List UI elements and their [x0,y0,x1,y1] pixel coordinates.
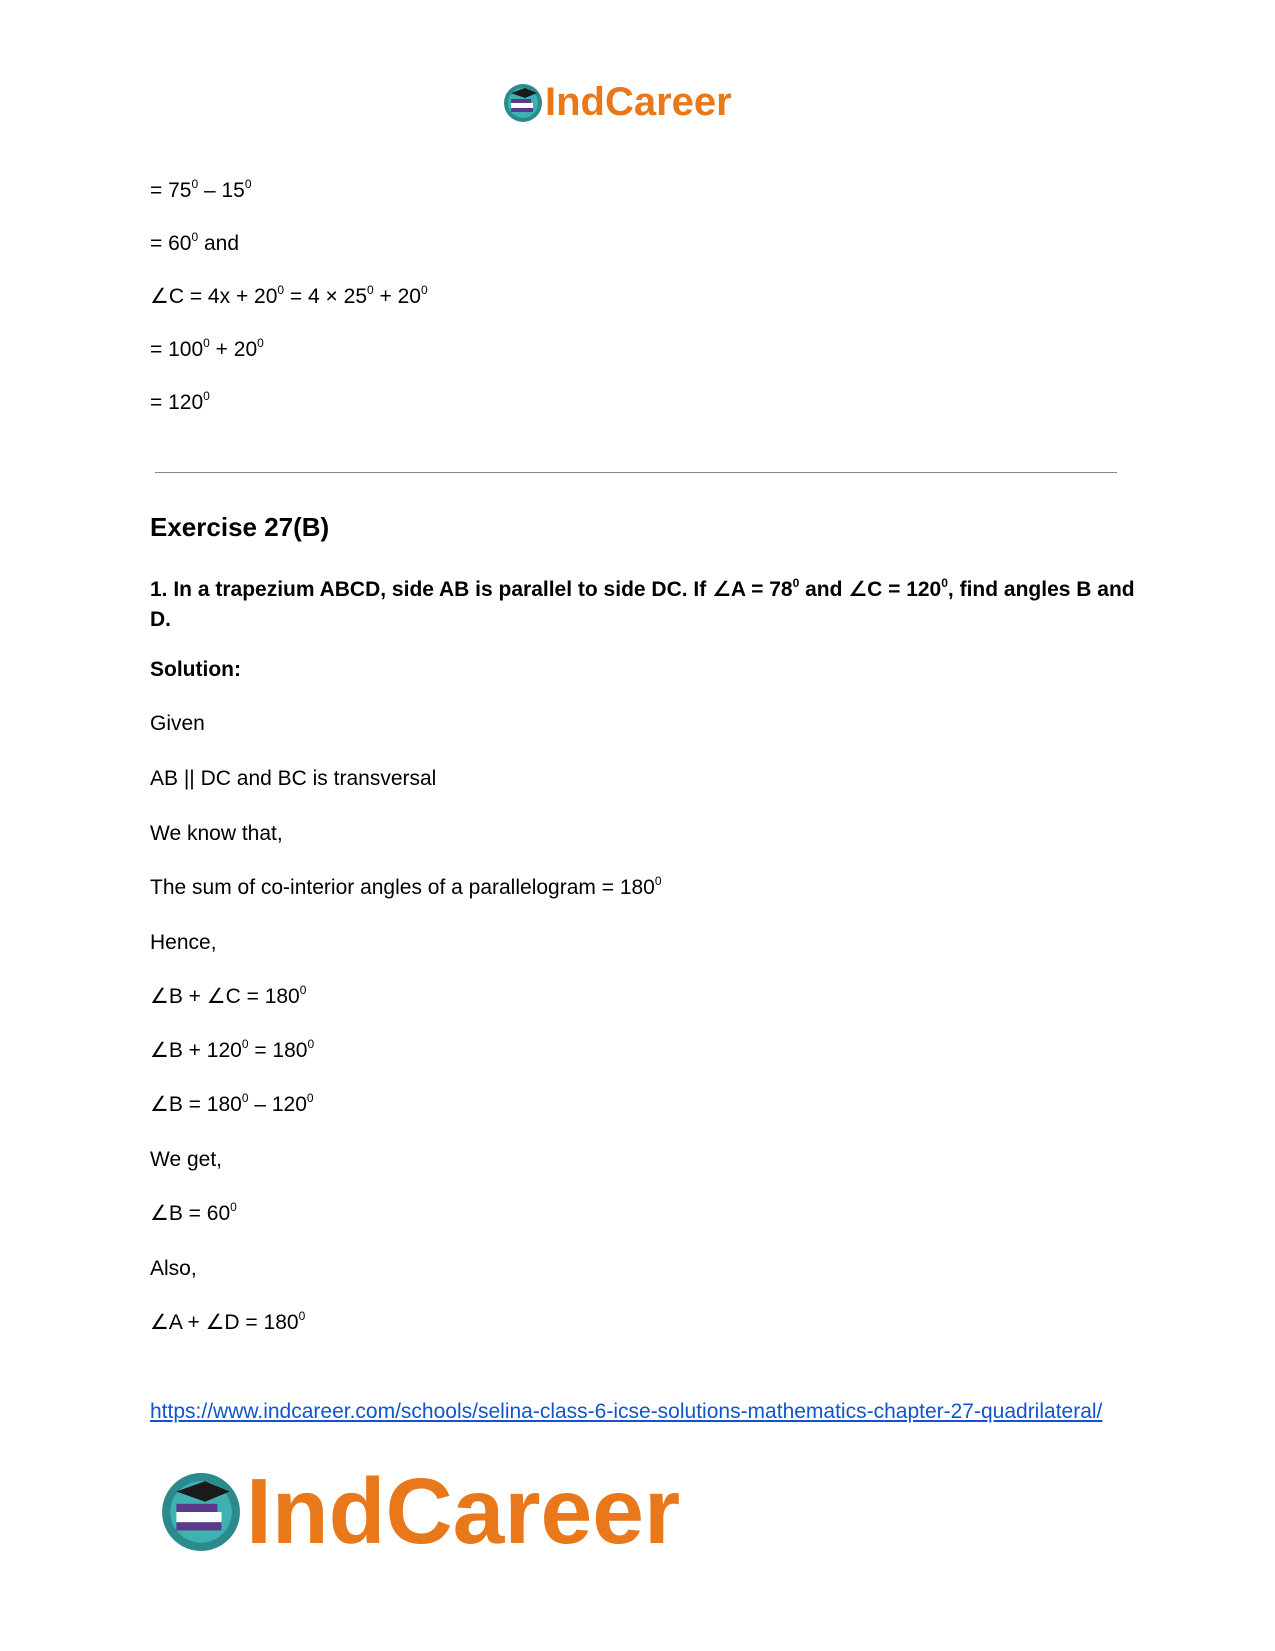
logo-wordmark: IndCareer [545,80,732,124]
solution-line: ∠B + $120^0 = 180^0$ [150,1037,315,1062]
solution-line: The sum of co-interior angles of a parallelogram = $180^0$ [150,874,662,899]
solution-line: Hence, [150,931,217,954]
logo-wordmark: IndCareer [246,1459,681,1563]
header-logo [503,80,732,125]
question-text: 1. In a trapezium ABCD, side AB is parallel to side DC. If ∠A = $78^0$ and ∠C = $120^0$, find angles B and D. [150,576,1135,631]
horizontal-divider [155,472,1117,473]
math-line: = $120^0$ [150,389,210,414]
math-line: = $60^0$ and [150,230,240,255]
graduation-book-icon [503,83,543,123]
source-link[interactable]: https://www.indcareer.com/schools/selina-class-6-icse-solutions-mathematics-chapter-27-quadrilateral/ [150,1400,1103,1423]
solution-line: AB || DC and BC is transversal [150,767,437,790]
solution-line: We know that, [150,822,283,845]
footer-logo [160,1459,681,1563]
solution-line: ∠B + ∠C = $180^0$ [150,983,307,1008]
solution-line: ∠B = $180^0 - 120^0$ [150,1091,314,1116]
math-line: = $100^0 + 20^0$ [150,336,264,361]
solution-label: Solution: [150,658,241,681]
solution-line: ∠B = $60^0$ [150,1200,237,1225]
graduation-book-icon [160,1471,242,1553]
math-line: ∠C = $4x + 20^0 = 4 \times 25^0 + 20^0$ [150,283,428,308]
math-line: = $75^0 - 15^0$ [150,177,252,202]
exercise-heading: Exercise 27(B) [150,512,330,542]
solution-line: We get, [150,1148,222,1171]
solution-line: Also, [150,1257,197,1280]
solution-line: Given [150,712,205,735]
solution-line: ∠A + ∠D = $180^0$ [150,1309,306,1334]
